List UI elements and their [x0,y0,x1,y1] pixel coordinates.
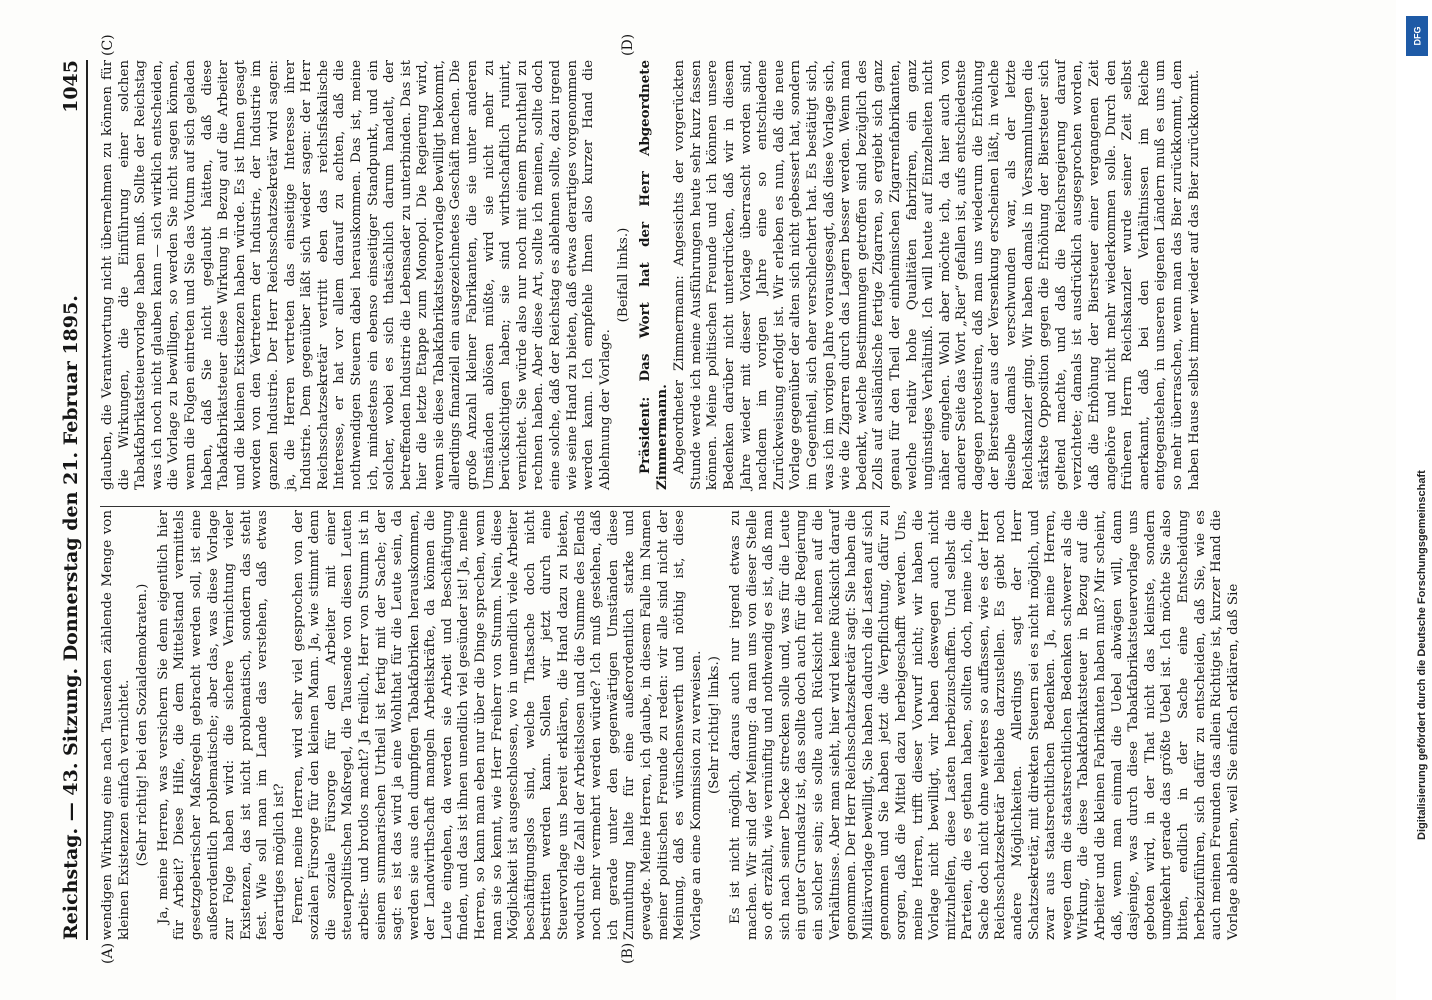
interjection: (Sehr richtig! links.) [707,656,723,794]
column-divider [100,506,890,507]
digitization-note: Digitalisierung gefördert durch die Deutsche Forschungsgemeinschaft [1416,470,1428,840]
page-header [60,60,88,940]
margin-mark-d: (D) [620,33,636,56]
paragraph: Ja, meine Herren, was versichern Sie denn eigentlich hier für Arbeit? Diese Hilfe, die dem Mittelstand vermittels gesetzgeberischer Maßregeln gebracht werden soll, ist eine außerordentlich problematische; aber das, was diese Vorlage zur Folge haben wird: die sichere Vernichtung vieler Existenzen, das ist nicht problematisch, sondern das steht fest. Wie soll man im Lande das verstehen, daß etwas derartiges möglich ist? [155,510,287,940]
margin-mark-c: (C) [100,34,116,56]
margin-mark-b: (B) [620,942,636,964]
paragraph: glauben, die Verantwortung nicht übernehmen zu können für die Wirkungen, die die Einführung einer solchen Tabakfabrikatsteuervorlage haben muß. Sollte der Reichstag was ich noch nicht glauben kann — sich wirklich entscheiden, die Vorlage zu bewilligen, so werden Sie nicht sagen können, wenn die Folgen eintreten und Sie das Votum auf sich geladen haben, daß Sie nicht geglaubt hätten, daß diese Tabakfabrikatsteuer diese Wirkung in Bezug auf die Arbeiter und die kleinen Existenzen haben würde. Es ist Ihnen gesagt worden von den Vertretern der Industrie, der Industrie im ganzen Industrie. Der Herr Reichsschatzsekretär wird sagen: ja, die Herren vertreten das einseitige Interesse ihrer Industrie. Dem gegenüber läßt sich wieder sagen: der Herr Reichsschatzsekretär vertritt eben das reichsfiskalische Interesse, er hat vor allem darauf zu achten, daß die nothwendigen Steuern dabei herauskommen. Das ist, meine ich, mindestens ein ebenso einseitiger Standpunkt, und ein solcher, wobei es sich thatsächlich darum handelt, der betreffenden Industrie die Lebensader zu unterbinden. Das ist hier die letzte Etappe zum Monopol. Die Regierung wird, wenn sie diese Tabakfabrikatsteuervorlage bewilligt bekommt, allerdings finanziell ein ausgezeichnetes Geschäft machen. Die große Anzahl kleiner Fabrikanten, die sie unter anderen Umständen ablösen müßte, wird sie nicht mehr zu berücksichtigen haben; sie sind wirthschaftlich ruinirt, vernichtet. Sie würde also nur noch mit einem Bruchtheil zu rechnen haben. Aber diese Art, sollte ich meinen, sollte doch eine solche, daß der Reichstag es ablehnen sollte, dazu irgend wie seine Hand zu bieten, daß etwas derartiges vorgenommen werden kann. Ich empfehle Ihnen also kurzer Hand die Ablehnung der Vorlage. [100,60,613,490]
margin-mark-a: (A) [100,942,116,964]
dfg-logo-text: DFG [1412,26,1422,46]
page-number: 1045 [60,60,82,113]
left-column [100,510,1241,940]
interjection: (Beifall links.) [616,227,632,323]
paragraph: Es ist nicht möglich, daraus auch nur irgend etwas zu machen. Wir sind der Meinung: da man uns von dieser Stelle so oft erzählt, wie vernünftig und nothwendig es ist, daß man sich nach seiner Decke strecken solle und, was für die Leute ein guter Grundsatz ist, das sollte doch auch für die Regierung ein solcher sein; sie sollte auch Rücksicht nehmen auf die Verhältnisse. Aber man sieht, hier wird keine Rücksicht darauf genommen. Der Herr Reichsschatzsekretär sagt: Sie haben die Militärvorlage bewilligt, Sie haben dadurch die Lasten auf sich genommen und Sie haben jetzt die Verpflichtung, dafür zu sorgen, daß die Mittel dazu herbeigeschafft werden. Uns, meine Herren, trifft dieser Vorwurf nicht; wir haben die Vorlage nicht bewilligt, wir haben deswegen auch nicht mitzuhelfen, diese Lasten herbeizuschaffen. Und selbst die Parteien, die es gethan haben, sollten doch, meine ich, die Sache doch nicht ohne weiteres so auffassen, wie es der Herr Reichsschatzsekretär beliebte darzustellen. Es giebt noch andere Möglichkeiten. Allerdings sagt der Herr Schatzsekretär, mit direkten Steuern sei es nicht möglich, und zwar aus staatsrechtlichen Bedenken. Ja, meine Herren, wegen dem die staatsrechtlichen Bedenken schwerer als die Wirkung, die diese Tabakfabrikatsteuer in Bezug auf die Arbeiter und die kleinen Fabrikanten haben muß? Mir scheint, daß, wenn man einmal die Uebel abwägen will, dann dasjenige, was durch diese Tabakfabrikatsteuervorlage uns geboten wird, in der That nicht das kleinste, sondern umgekehrt gerade das größte Uebel ist. Ich möchte Sie also bitten, endlich in der Sache eine Entscheidung herbeizuführen, sich dafür zu entscheiden, daß Sie, wie es auch meinen Freunden das allein Richtige ist, kurzer Hand die Vorlage ablehnen, weil Sie einfach erklären, daß Sie [727,510,1241,940]
right-column [100,60,1202,490]
interjection: (Sehr richtig! bei den Sozialdemokraten.) [135,583,151,867]
paragraph: Ferner, meine Herren, wird sehr viel gesprochen von der sozialen Fürsorge für den kleinen Mann. Ja, wie stimmt denn die soziale Fürsorge für den Arbeiter mit einer steuerpolitischen Maßregel, die Tausende von diesen Leuten arbeits- und brotlos macht? Ja freilich, Herr von Stumm ist in seinem summarischen Urtheil ist fertig mit der Sache; der sagt: es ist das wird ja eine Wohlthat für die Leute sein, da werden sie aus den dumpfigen Tabakfabriken herauskommen, der Landwirthschaft mangeln Arbeitskräfte, da können die Leute eingehen, da werden sie Arbeit und Beschäftigung finden, und das ist ihnen unendlich viel gesünder ist! Ja, meine Herren, so kann man eben nur über die Dinge sprechen, wenn man sie so kennt, wie Herr Freiherr von Stumm. Nein, diese Möglichkeit ist ausgeschlossen, wo in unendlich viele Arbeiter beschäftigungslos sind, welche Thatsache doch nicht bestritten werden kann. Sollen wir jetzt durch eine Steuervorlage uns bereit erklären, die Hand dazu zu bieten, wodurch die Zahl der Arbeitslosen und die Summe des Elends noch mehr vermehrt werden würde? Ich muß gestehen, daß ich gerade unter den gegenwärtigen Umständen diese Zumuthung halte für eine außerordentlich starke und gewagte. Meine Herren, ich glaube, in diesem Falle im Namen meiner politischen Freunde zu reden: wir alle sind nicht der Meinung, daß es wünschenswerth und nöthig ist, diese Vorlage an eine Kommission zu verweisen. [290,510,704,940]
speaker-line: Präsident: Das Wort hat der Herr Abgeordnete Zimmermann. [637,60,670,490]
paragraph: wendigen Wirkung eine nach Tausenden zählende Menge von kleinen Existenzen einfach vernichtet. [100,510,132,940]
running-title: Reichstag. — 43. Sitzung. Donnerstag den 21. Februar 1895. [60,295,82,940]
paragraph: Abgeordneter Zimmermann: Angesichts der vorgerückten Stunde werde ich meine Ausführungen heute sehr kurz fassen können. Meine politischen Freunde und ich können unsere Bedenken darüber nicht unterdrücken, daß wir in diesem Jahre wieder mit dieser Vorlage überrascht worden sind, nachdem im vorigen Jahre eine so entschiedene Zurückweisung erfolgt ist. Wir erleben es nun, daß die neue Vorlage gegenüber der alten sich nicht gebessert hat, sondern im Gegentheil, sich eher verschlechtert hat. Es bestätigt sich, was ich im vorigen Jahre vorausgesagt, daß diese Vorlage sich, wie die Zigarren durch das Lagern besser werden. Wenn man bedenkt, welche Bestimmungen getroffen sind bezüglich des Zolls auf ausländische fertige Zigarren, so ergiebt sich ganz genau für den Theil der einheimischen Zigarrenfabrikanten, welche relativ hohe Qualitäten fabriziren, ein ganz ungünstiges Verhältniß. Ich will heute auf Einzelheiten nicht näher eingehen. Wohl aber möchte ich, da hier auch von anderer Seite das Wort „Rier“ gefallen ist, aufs entschiedenste dagegen protestiren, daß man uns wiederum die Erhöhung der Biersteuer aus der Versenkung erscheinen läßt, in welche dieselbe damals verschwunden war, als der letzte Reichskanzler ging. Wir haben damals in Versammlungen die stärkste Opposition gegen die Erhöhung der Biersteuer sich geltend machte, und daß die Reichsregierung darauf verzichtete; damals ist ausdrücklich ausgesprochen worden, daß die Erhöhung der Biersteuer einer vergangenen Zeit angehöre und nicht mehr wiederkommen solle. Durch den früheren Herrn Reichskanzler wurde seiner Zeit selbst anerkannt, daß bei den Verhältnissen im Reiche entgegenstehen, in unseren eigenen Ländern muß es uns um so mehr überraschen, wenn man das Bier zurückkommt, dem haben Hause selbst immer wieder auf das Bier zurückkommt. [672,60,1202,490]
dfg-logo [1406,16,1428,56]
